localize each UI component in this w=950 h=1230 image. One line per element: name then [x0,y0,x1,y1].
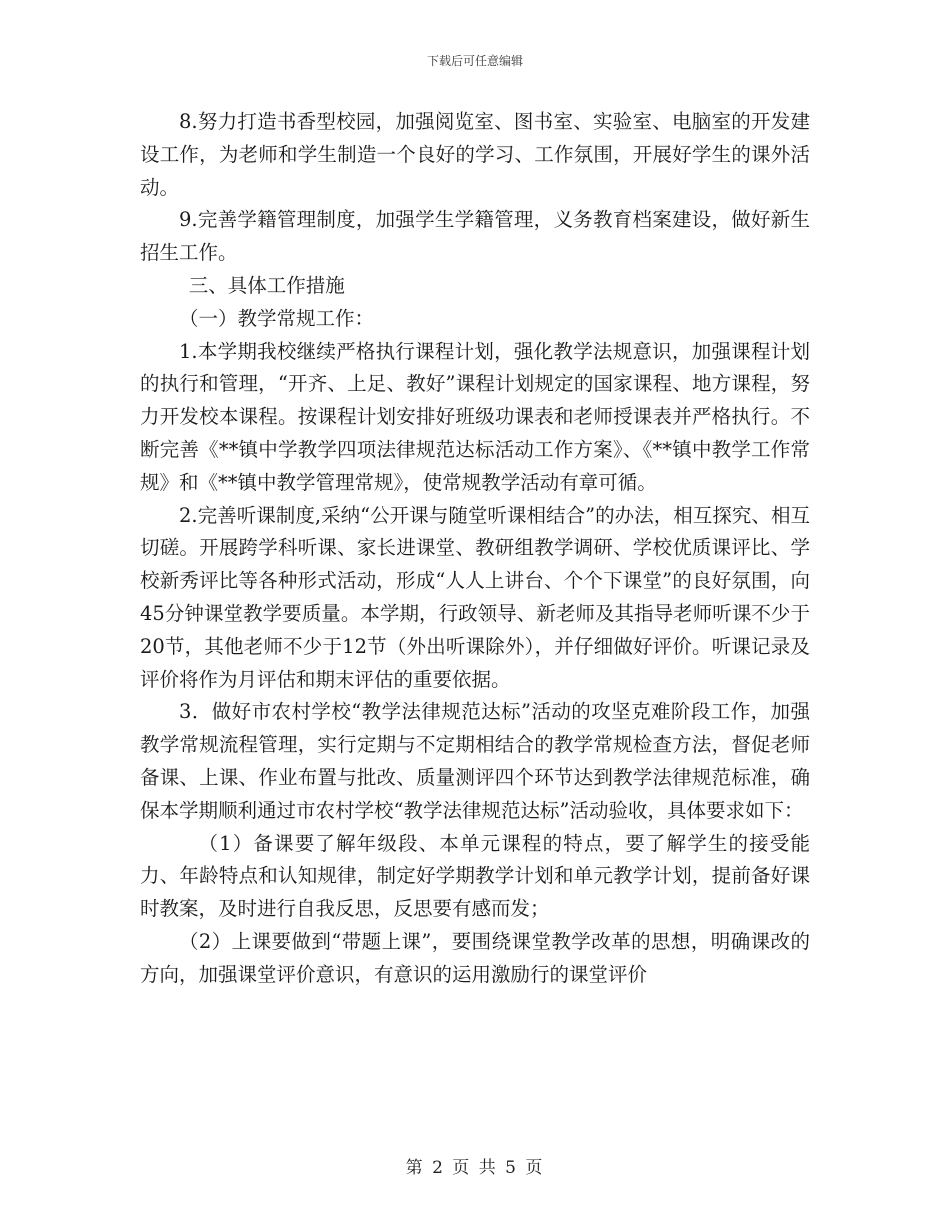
paragraph-measure-1: 1.本学期我校继续严格执行课程计划，强化教学法规意识，加强课程计划的执行和管理，“开齐、上足、教好”课程计划规定的国家课程、地方课程，努力开发校本课程。按课程计划安排好班级功课表和老师授课表并严格执行。不断完善《**镇中学教学四项法律规范达标活动工作方案》、《**镇中教学工作常规》和《**镇中教学管理常规》，使常规教学活动有章可循。 [140,339,810,494]
page-header: 下载后可任意编辑 [426,54,523,68]
paragraph-requirement-1: （1）备课要了解年级段、本单元课程的特点，要了解学生的接受能力、年龄特点和认知规律，制定好学期教学计划和单元教学计划，提前备好课时教案，及时进行自我反思，反思要有感而发； [140,831,810,921]
section-heading: 三、具体工作措施 [188,273,345,297]
page-number: 第 2 页 共 5 页 [405,1158,545,1178]
paragraph-measure-3: 3．做好市农村学校“教学法律规范达标”活动的攻坚克难阶段工作，加强教学常规流程管理，实行定期与不定期相结合的教学常规检查方法，督促老师备课、上课、作业布置与批改、质量测评四个环节达到教学法律规范标准，确保本学期顺利通过市农村学校“教学法律规范达标”活动验收，具体要求如下： [140,700,810,822]
paragraph-item-8: 8.努力打造书香型校园，加强阅览室、图书室、实验室、电脑室的开发建设工作，为老师和学生制造一个良好的学习、工作氛围，开展好学生的课外活动。 [140,110,810,199]
document-body [140,106,810,992]
subsection-heading: （一）教学常规工作： [179,306,375,330]
paragraph-measure-2: 2.完善听课制度,采纳“公开课与随堂听课相结合”的办法，相互探究、相互切磋。开展跨学科听课、家长进课堂、教研组教学调研、学校优质课评比、学校新秀评比等各种形式活动，形成“人人上讲台、个个下课堂”的良好氛围，向45分钟课堂教学要质量。本学期，行政领导、新老师及其指导老师听课不少于20节，其他老师不少于12节（外出听课除外），并仔细做好评价。听课记录及评价将作为月评估和期末评估的重要依据。 [140,503,810,691]
paragraph-requirement-2: （2）上课要做到“带题上课”，要围绕课堂教学改革的思想，明确课改的方向，加强课堂评价意识，有意识的运用激励行的课堂评价 [140,929,810,986]
paragraph-item-9: 9.完善学籍管理制度，加强学生学籍管理，义务教育档案建设，做好新生招生工作。 [140,208,810,265]
